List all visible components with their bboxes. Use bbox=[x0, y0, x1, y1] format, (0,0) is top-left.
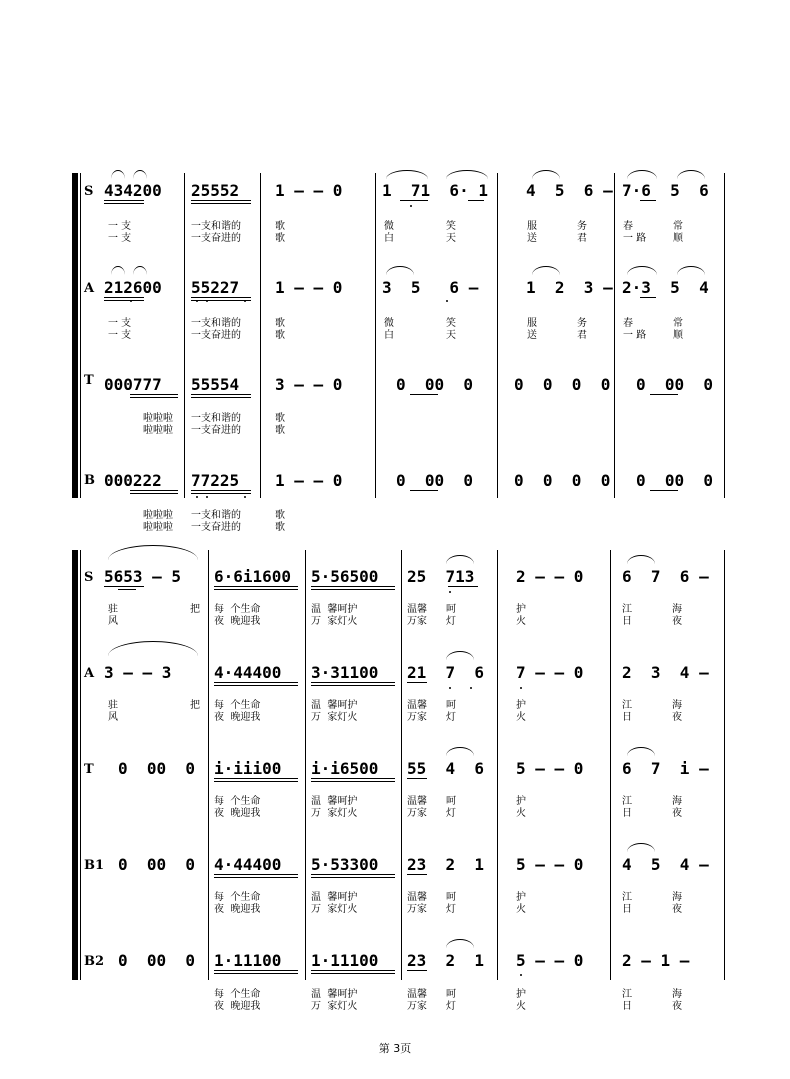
lyric: 送 bbox=[527, 233, 537, 244]
lyric: 温 馨呵护 bbox=[311, 892, 358, 903]
underline bbox=[311, 589, 395, 590]
underline bbox=[191, 300, 251, 301]
measure-1: 0 00 0 bbox=[118, 951, 196, 970]
part-label: B1 bbox=[84, 858, 105, 873]
lyric: 君 bbox=[577, 330, 587, 341]
underline bbox=[311, 874, 395, 875]
lyric: 温馨 bbox=[407, 604, 427, 615]
lyric: 万家 bbox=[407, 904, 427, 915]
underline bbox=[214, 685, 298, 686]
lyric: 万家 bbox=[407, 1001, 427, 1012]
lyric: 一支奋进的 bbox=[191, 330, 241, 341]
lyric: 服 bbox=[527, 318, 537, 329]
barline bbox=[614, 173, 615, 498]
underline bbox=[410, 394, 438, 395]
slur bbox=[386, 266, 414, 275]
lyric: 温馨 bbox=[407, 796, 427, 807]
barline bbox=[497, 550, 498, 980]
lyric: 白 bbox=[384, 330, 394, 341]
lyric: 万 家灯火 bbox=[311, 712, 358, 723]
measure-5: 7 — — 0 bbox=[516, 663, 584, 682]
lyric: 护 bbox=[516, 604, 526, 615]
dot bbox=[130, 300, 132, 302]
measure-4: 3 5 6 — bbox=[382, 278, 479, 297]
lyric: 火 bbox=[516, 712, 526, 723]
lyric: 江 bbox=[622, 989, 632, 1000]
underline bbox=[311, 781, 395, 782]
measure-4: 0 00 0 bbox=[396, 471, 474, 490]
dot bbox=[244, 300, 246, 302]
underline bbox=[448, 586, 478, 587]
lyric: 一 路 bbox=[623, 233, 647, 244]
lyric: 日 bbox=[622, 616, 632, 627]
barline bbox=[497, 173, 498, 498]
page-number: 第 3页 bbox=[378, 1042, 412, 1055]
lyric: 日 bbox=[622, 1001, 632, 1012]
lyric: 啦啦啦 bbox=[143, 522, 173, 533]
part-label: B2 bbox=[84, 954, 105, 969]
lyric: 啦啦啦 bbox=[143, 413, 173, 424]
underline bbox=[650, 394, 678, 395]
lyric: 一支奋进的 bbox=[191, 522, 241, 533]
measure-2: 55554 bbox=[191, 375, 240, 394]
lyric: 夜 晚迎我 bbox=[214, 712, 261, 723]
measure-6: 6 7 i — bbox=[622, 759, 709, 778]
part-label: T bbox=[84, 762, 94, 777]
measure-4: 23 2 1 bbox=[407, 855, 485, 874]
lyric: 灯 bbox=[446, 616, 456, 627]
underline bbox=[191, 297, 251, 298]
lyric: 海 bbox=[672, 700, 682, 711]
lyric: 一 支 bbox=[108, 330, 132, 341]
lyric: 送 bbox=[527, 330, 537, 341]
lyric: 每 个生命 bbox=[214, 989, 261, 1000]
slur bbox=[627, 555, 655, 564]
lyric: 每 个生命 bbox=[214, 796, 261, 807]
lyric: 海 bbox=[672, 892, 682, 903]
underline bbox=[214, 970, 298, 971]
lyric: 夜 晚迎我 bbox=[214, 904, 261, 915]
lyric: 万家 bbox=[407, 712, 427, 723]
underline bbox=[104, 586, 144, 587]
lyric: 江 bbox=[622, 892, 632, 903]
slur bbox=[111, 266, 125, 275]
lyric: 日 bbox=[622, 904, 632, 915]
measure-5: 5 — — 0 bbox=[516, 855, 584, 874]
lyric: 笑 bbox=[446, 318, 456, 329]
lyric: 驻 bbox=[108, 604, 118, 615]
measure-5: 0 0 0 0 bbox=[514, 375, 611, 394]
underline bbox=[407, 778, 427, 779]
measure-5: 1 2 3 — bbox=[526, 278, 613, 297]
lyric: 日 bbox=[622, 712, 632, 723]
slur bbox=[446, 555, 474, 564]
underline bbox=[191, 203, 251, 204]
barline bbox=[260, 173, 261, 498]
lyric: 笑 bbox=[446, 221, 456, 232]
slur bbox=[532, 170, 560, 179]
lyric: 歌 bbox=[275, 425, 285, 436]
measure-4: 25 713 bbox=[407, 567, 475, 586]
lyric: 日 bbox=[622, 808, 632, 819]
measure-4: 0 00 0 bbox=[396, 375, 474, 394]
barline bbox=[184, 173, 185, 498]
underline bbox=[104, 203, 144, 204]
underline bbox=[130, 493, 178, 494]
measure-2: 25552 bbox=[191, 181, 240, 200]
measure-1: 000222 bbox=[104, 471, 162, 490]
lyric: 天 bbox=[446, 330, 456, 341]
barline bbox=[724, 173, 725, 498]
lyric: 夜 晚迎我 bbox=[214, 808, 261, 819]
measure-1: 0 00 0 bbox=[118, 855, 196, 874]
lyric: 一 支 bbox=[108, 221, 132, 232]
measure-1: 5653 — 5 bbox=[104, 567, 182, 586]
lyric: 万 家灯火 bbox=[311, 808, 358, 819]
barline bbox=[208, 550, 209, 980]
lyric: 顺 bbox=[673, 330, 683, 341]
measure-1: 000777 bbox=[104, 375, 162, 394]
underline bbox=[400, 200, 428, 201]
lyric: 夜 晚迎我 bbox=[214, 1001, 261, 1012]
lyric: 歌 bbox=[275, 318, 285, 329]
lyric: 灯 bbox=[446, 1001, 456, 1012]
underline bbox=[410, 490, 438, 491]
lyric: 天 bbox=[446, 233, 456, 244]
system2-brace bbox=[72, 550, 78, 980]
measure-4: 23 2 1 bbox=[407, 951, 485, 970]
underline bbox=[214, 781, 298, 782]
measure-3: 5·53300 bbox=[311, 855, 379, 874]
underline bbox=[104, 297, 144, 298]
measure-1: 3 — — 3 bbox=[104, 663, 172, 682]
measure-1: 212600 bbox=[104, 278, 162, 297]
lyric: 万 家灯火 bbox=[311, 904, 358, 915]
lyric: 一支和谐的 bbox=[191, 221, 241, 232]
barline bbox=[401, 550, 402, 980]
lyric: 万家 bbox=[407, 808, 427, 819]
underline bbox=[214, 778, 298, 779]
slur bbox=[446, 939, 474, 948]
lyric: 呵 bbox=[446, 604, 456, 615]
slur bbox=[627, 747, 655, 756]
measure-3: 1 — — 0 bbox=[275, 278, 343, 297]
lyric: 灯 bbox=[446, 904, 456, 915]
barline bbox=[724, 550, 725, 980]
underline bbox=[214, 973, 298, 974]
lyric: 歌 bbox=[275, 510, 285, 521]
slur bbox=[108, 545, 198, 560]
measure-5: 5 — — 0 bbox=[516, 951, 584, 970]
lyric: 海 bbox=[672, 989, 682, 1000]
lyric: 江 bbox=[622, 796, 632, 807]
part-label: S bbox=[84, 570, 94, 585]
underline bbox=[311, 970, 395, 971]
measure-3: 3·31100 bbox=[311, 663, 379, 682]
lyric: 啦啦啦 bbox=[143, 425, 173, 436]
lyric: 护 bbox=[516, 892, 526, 903]
underline bbox=[311, 778, 395, 779]
underline bbox=[104, 200, 144, 201]
lyric: 温 馨呵护 bbox=[311, 796, 358, 807]
part-label: B bbox=[84, 473, 95, 488]
dot bbox=[206, 496, 208, 498]
measure-4: 1 71 6· 1 bbox=[382, 181, 488, 200]
lyric: 夜 bbox=[672, 1001, 682, 1012]
measure-3: 3 — — 0 bbox=[275, 375, 343, 394]
lyric: 护 bbox=[516, 796, 526, 807]
dot bbox=[196, 496, 198, 498]
slur bbox=[446, 170, 488, 179]
lyric: 海 bbox=[672, 604, 682, 615]
measure-6: 2·3 5 4 bbox=[622, 278, 709, 297]
underline bbox=[191, 490, 251, 491]
lyric: 顺 bbox=[673, 233, 683, 244]
measure-3: 1·11100 bbox=[311, 951, 379, 970]
lyric: 把 bbox=[190, 700, 200, 711]
underline bbox=[214, 682, 298, 683]
underline bbox=[214, 874, 298, 875]
lyric: 一支奋进的 bbox=[191, 233, 241, 244]
lyric: 灯 bbox=[446, 808, 456, 819]
barline bbox=[375, 173, 376, 498]
measure-5: 5 — — 0 bbox=[516, 759, 584, 778]
slur bbox=[627, 170, 657, 179]
measure-3: i·i6500 bbox=[311, 759, 379, 778]
underline bbox=[311, 685, 395, 686]
system2-brace-line bbox=[80, 550, 81, 980]
underline bbox=[311, 877, 395, 878]
lyric: 每 个生命 bbox=[214, 604, 261, 615]
underline bbox=[640, 200, 656, 201]
measure-5: 4 5 6 — bbox=[526, 181, 613, 200]
lyric: 歌 bbox=[275, 221, 285, 232]
lyric: 驻 bbox=[108, 700, 118, 711]
system1-brace bbox=[72, 173, 78, 498]
part-label: T bbox=[84, 373, 94, 388]
dot bbox=[446, 300, 448, 302]
dot bbox=[449, 687, 451, 689]
lyric: 一支奋进的 bbox=[191, 425, 241, 436]
measure-4: 55 4 6 bbox=[407, 759, 485, 778]
measure-5: 2 — — 0 bbox=[516, 567, 584, 586]
lyric: 万 家灯火 bbox=[311, 1001, 358, 1012]
slur bbox=[446, 747, 474, 756]
lyric: 夜 bbox=[672, 904, 682, 915]
measure-6: 6 7 6 — bbox=[622, 567, 709, 586]
measure-6: 4 5 4 — bbox=[622, 855, 709, 874]
underline bbox=[104, 300, 144, 301]
measure-6: 7·6 5 6 bbox=[622, 181, 709, 200]
lyric: 风 bbox=[108, 616, 118, 627]
measure-1: 0 00 0 bbox=[118, 759, 196, 778]
lyric: 呵 bbox=[446, 700, 456, 711]
underline bbox=[191, 493, 251, 494]
lyric: 每 个生命 bbox=[214, 700, 261, 711]
slur bbox=[532, 266, 560, 275]
lyric: 白 bbox=[384, 233, 394, 244]
lyric: 护 bbox=[516, 700, 526, 711]
lyric: 火 bbox=[516, 1001, 526, 1012]
dot bbox=[520, 687, 522, 689]
lyric: 歌 bbox=[275, 330, 285, 341]
lyric: 常 bbox=[673, 318, 683, 329]
underline bbox=[311, 682, 395, 683]
underline bbox=[407, 874, 427, 875]
dot bbox=[520, 974, 522, 976]
lyric: 一 路 bbox=[623, 330, 647, 341]
lyric: 温馨 bbox=[407, 989, 427, 1000]
lyric: 夜 bbox=[672, 616, 682, 627]
part-label: S bbox=[84, 184, 94, 199]
measure-6: 0 00 0 bbox=[636, 471, 714, 490]
measure-2: 55227 bbox=[191, 278, 240, 297]
underline bbox=[130, 490, 178, 491]
measure-6: 0 00 0 bbox=[636, 375, 714, 394]
lyric: 春 bbox=[623, 318, 633, 329]
lyric: 江 bbox=[622, 700, 632, 711]
lyric: 呵 bbox=[446, 796, 456, 807]
dot bbox=[410, 205, 412, 207]
measure-1: 434200 bbox=[104, 181, 162, 200]
lyric: 江 bbox=[622, 604, 632, 615]
measure-4: 21 7 6 bbox=[407, 663, 485, 682]
lyric: 万 家灯火 bbox=[311, 616, 358, 627]
lyric: 万家 bbox=[407, 616, 427, 627]
dot bbox=[470, 687, 472, 689]
lyric: 温 馨呵护 bbox=[311, 700, 358, 711]
underline bbox=[191, 397, 251, 398]
lyric: 歌 bbox=[275, 413, 285, 424]
underline bbox=[214, 589, 298, 590]
lyric: 微 bbox=[384, 221, 394, 232]
underline bbox=[407, 970, 427, 971]
slur bbox=[677, 266, 705, 275]
underline bbox=[130, 397, 178, 398]
lyric: 春 bbox=[623, 221, 633, 232]
lyric: 一 支 bbox=[108, 233, 132, 244]
slur bbox=[133, 170, 147, 179]
measure-3: 1 — — 0 bbox=[275, 181, 343, 200]
lyric: 歌 bbox=[275, 233, 285, 244]
part-label: A bbox=[84, 666, 95, 681]
lyric: 把 bbox=[190, 604, 200, 615]
lyric: 常 bbox=[673, 221, 683, 232]
underline bbox=[311, 586, 395, 587]
measure-2: i·iii00 bbox=[214, 759, 282, 778]
measure-2: 6·6i1600 bbox=[214, 567, 292, 586]
slur bbox=[627, 843, 655, 852]
underline bbox=[468, 200, 484, 201]
slur bbox=[111, 170, 125, 179]
lyric: 海 bbox=[672, 796, 682, 807]
lyric: 一支和谐的 bbox=[191, 413, 241, 424]
measure-2: 4·44400 bbox=[214, 855, 282, 874]
underline bbox=[214, 877, 298, 878]
part-label: A bbox=[84, 281, 95, 296]
measure-2: 4·44400 bbox=[214, 663, 282, 682]
dot bbox=[244, 496, 246, 498]
measure-5: 0 0 0 0 bbox=[514, 471, 611, 490]
lyric: 温 馨呵护 bbox=[311, 989, 358, 1000]
underline bbox=[191, 394, 251, 395]
underline bbox=[640, 297, 656, 298]
lyric: 微 bbox=[384, 318, 394, 329]
underline bbox=[311, 973, 395, 974]
system1-brace-line bbox=[80, 173, 81, 498]
barline bbox=[305, 550, 306, 980]
lyric: 夜 bbox=[672, 808, 682, 819]
measure-2: 77225 bbox=[191, 471, 240, 490]
measure-2: 1·11100 bbox=[214, 951, 282, 970]
lyric: 火 bbox=[516, 808, 526, 819]
lyric: 温馨 bbox=[407, 700, 427, 711]
lyric: 啦啦啦 bbox=[143, 510, 173, 521]
lyric: 务 bbox=[577, 221, 587, 232]
lyric: 君 bbox=[577, 233, 587, 244]
underline bbox=[118, 589, 136, 590]
slur bbox=[446, 651, 474, 660]
measure-3: 5·56500 bbox=[311, 567, 379, 586]
underline bbox=[130, 394, 178, 395]
dot bbox=[196, 300, 198, 302]
lyric: 呵 bbox=[446, 989, 456, 1000]
slur bbox=[386, 170, 428, 179]
lyric: 风 bbox=[108, 712, 118, 723]
lyric: 温馨 bbox=[407, 892, 427, 903]
lyric: 夜 晚迎我 bbox=[214, 616, 261, 627]
slur bbox=[133, 266, 147, 275]
underline bbox=[214, 586, 298, 587]
measure-6: 2 — 1 — bbox=[622, 951, 690, 970]
underline bbox=[650, 490, 678, 491]
underline bbox=[407, 682, 427, 683]
dot bbox=[206, 300, 208, 302]
barline bbox=[610, 550, 611, 980]
underline bbox=[191, 200, 251, 201]
lyric: 呵 bbox=[446, 892, 456, 903]
dot bbox=[449, 591, 451, 593]
lyric: 夜 bbox=[672, 712, 682, 723]
slur bbox=[677, 170, 705, 179]
lyric: 一支和谐的 bbox=[191, 510, 241, 521]
lyric: 务 bbox=[577, 318, 587, 329]
lyric: 每 个生命 bbox=[214, 892, 261, 903]
slur bbox=[108, 641, 198, 656]
lyric: 一 支 bbox=[108, 318, 132, 329]
measure-3: 1 — — 0 bbox=[275, 471, 343, 490]
lyric: 火 bbox=[516, 616, 526, 627]
lyric: 一支和谐的 bbox=[191, 318, 241, 329]
lyric: 灯 bbox=[446, 712, 456, 723]
lyric: 火 bbox=[516, 904, 526, 915]
lyric: 服 bbox=[527, 221, 537, 232]
slur bbox=[627, 266, 657, 275]
lyric: 温 馨呵护 bbox=[311, 604, 358, 615]
lyric: 护 bbox=[516, 989, 526, 1000]
lyric: 歌 bbox=[275, 522, 285, 533]
measure-6: 2 3 4 — bbox=[622, 663, 709, 682]
